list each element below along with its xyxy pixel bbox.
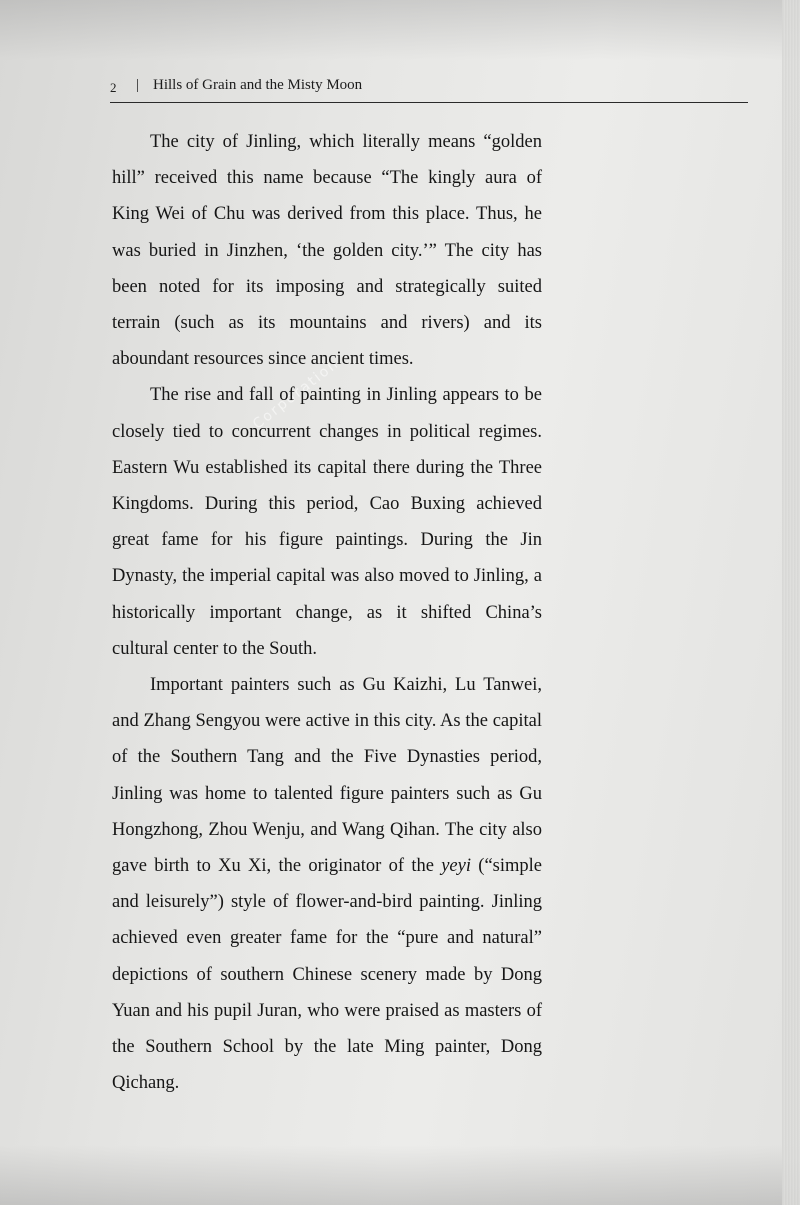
watermark: Corporation bbox=[250, 355, 343, 433]
paragraph-3-part-2: (“simple and leisurely”) style of flower-and-bird painting. Jinling achieved even greater fame for the “pure and natural” depictions of southern Chinese scenery made by Dong Yuan and his pupil Juran, who were praised as masters of the Southern School by the late Ming painter, Dong Qichang. bbox=[112, 856, 542, 1094]
header-separator: | bbox=[136, 77, 140, 93]
running-header bbox=[110, 76, 750, 102]
paragraph-3 bbox=[112, 667, 542, 1101]
paragraph-1: The city of Jinling, which literally means “golden hill” received this name because “The kingly aura of King Wei of Chu was derived from this place. Thus, he was buried in Jinzhen, ‘the golden city.’” The city has been noted for its imposing and strategically suited terrain (such as its mountains and rivers) and its aboundant resources since ancient times. bbox=[112, 132, 542, 370]
top-shadow bbox=[0, 0, 800, 60]
body-text bbox=[112, 124, 542, 1101]
header-rule bbox=[110, 102, 748, 103]
paragraph-2: The rise and fall of painting in Jinling appears to be closely tied to concurrent changes in political regimes. Eastern Wu established its capital there during the Three Kingdoms. During this period, Cao Buxing achieved great fame for his figure paintings. During the Jin Dynasty, the imperial capital was also moved to Jinling, a historically important change, as it shifted China’s cultural center to the South. bbox=[112, 385, 542, 659]
bottom-shadow bbox=[0, 1145, 800, 1205]
page-number: 2 bbox=[110, 80, 117, 95]
book-title: Hills of Grain and the Misty Moon bbox=[153, 77, 363, 93]
paragraph-3-part-1: Important painters such as Gu Kaizhi, Lu Tanwei, and Zhang Sengyou were active in this city. As the capital of the Southern Tang and the Five Dynasties period, Jinling was home to talented figure painters such as Gu Hongzhong, Zhou Wenju, and Wang Qihan. The city also gave birth to Xu Xi, the originator of the bbox=[112, 675, 542, 877]
paragraph-3-italic-term: yeyi bbox=[441, 856, 471, 877]
page-edge bbox=[782, 0, 800, 1205]
